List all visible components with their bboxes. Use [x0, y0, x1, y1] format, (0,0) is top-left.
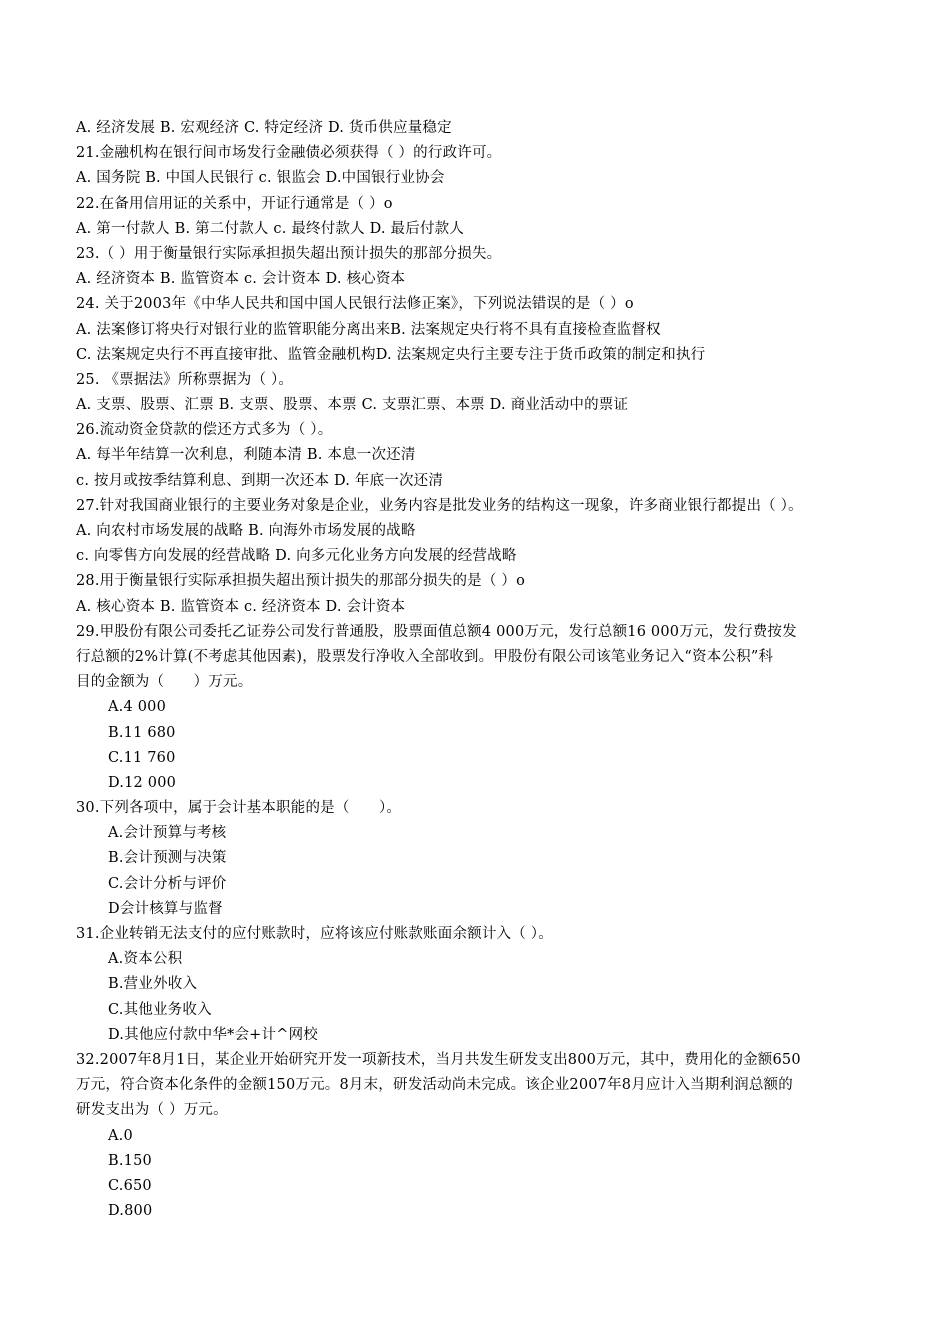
text-line: 21.金融机构在银行间市场发行金融债必须获得（ ）的行政许可。: [76, 145, 502, 162]
text-line: A. 经济资本 B. 监管资本 c. 会计资本 D. 核心资本: [76, 271, 406, 288]
text-line: A. 经济发展 B. 宏观经济 C. 特定经济 D. 货币供应量稳定: [76, 120, 452, 136]
text-line: A. 国务院 B. 中国人民银行 c. 银监会 D.中国银行业协会: [76, 170, 445, 187]
answer-option-line: A.资本公积: [108, 951, 183, 968]
text-line: 32.2007年8月1日，某企业开始研究开发一项新技术，当月共发生研发支出800万元，其中，费用化的金额650: [76, 1051, 801, 1068]
text-line: c. 向零售方向发展的经营战略 D. 向多元化业务方向发展的经营战略: [76, 548, 517, 565]
text-line: 万元，符合资本化条件的金额150万元。8月末，研发活动尚未完成。该企业2007年8月应计入当期利润总额的: [76, 1077, 793, 1094]
text-line: 24. 关于2003年《中华人民共和国中国人民银行法修正案》，下列说法错误的是（ ）o: [76, 296, 634, 313]
text-line: A. 法案修订将央行对银行业的监管职能分离出来B. 法案规定央行将不具有直接检查监督权: [76, 321, 661, 338]
answer-option-line: D.800: [108, 1203, 153, 1220]
text-line: 31.企业转销无法支付的应付账款时，应将该应付账款账面余额计入（ ）。: [76, 926, 553, 942]
document-page: [76, 116, 936, 1224]
text-line: c. 按月或按季结算利息、到期一次还本 D. 年底一次还清: [76, 472, 444, 489]
answer-option-line: C.其他业务收入: [108, 1001, 212, 1018]
answer-option-line: C.会计分析与评价: [108, 875, 227, 892]
answer-option-line: B.150: [108, 1152, 152, 1169]
answer-option-line: A.4 000: [108, 699, 166, 716]
answer-option-line: D.其他应付款中华*会+计^网校: [108, 1026, 318, 1043]
answer-option-line: D.12 000: [108, 774, 177, 791]
text-line: A. 核心资本 B. 监管资本 c. 经济资本 D. 会计资本: [76, 598, 406, 615]
text-line: A. 第一付款人 B. 第二付款人 c. 最终付款人 D. 最后付款人: [76, 220, 465, 237]
text-line: 30.下列各项中，属于会计基本职能的是（ ）。: [76, 800, 402, 817]
answer-option-line: B.会计预测与决策: [108, 850, 227, 867]
text-line: 23.（ ）用于衡量银行实际承担损失超出预计损失的那部分损失。: [76, 245, 502, 262]
text-line: 目的金额为（ ）万元。: [76, 674, 253, 691]
answer-option-line: A.会计预算与考核: [108, 825, 227, 842]
text-line: 25. 《票据法》所称票据为（ ）。: [76, 371, 294, 388]
answer-option-line: D会计核算与监督: [108, 900, 223, 917]
answer-option-line: B.营业外收入: [108, 976, 198, 993]
text-line: C. 法案规定央行不再直接审批、监管金融机构D. 法案规定央行主要专注于货币政策的制定和执行: [76, 346, 706, 363]
text-line: A. 向农村市场发展的战略 B. 向海外市场发展的战略: [76, 523, 416, 539]
text-line: 26.流动资金贷款的偿还方式多为（ ）。: [76, 422, 333, 439]
text-line: 29.甲股份有限公司委托乙证券公司发行普通股，股票面值总额4 000万元，发行总额16 000万元，发行费按发: [76, 623, 797, 640]
text-line: A. 支票、股票、汇票 B. 支票、股票、本票 C. 支票汇票、本票 D. 商业活动中的票证: [76, 397, 629, 414]
answer-option-line: C.11 760: [108, 749, 176, 766]
text-line: 研发支出为（ ）万元。: [76, 1102, 228, 1119]
text-line: 27.针对我国商业银行的主要业务对象是企业，业务内容是批发业务的结构这一现象，许多商业银行都提出（ ）。: [76, 497, 803, 514]
text-line: 行总额的2%计算(不考虑其他因素)，股票发行净收入全部收到。甲股份有限公司该笔业务记入“资本公积”科: [76, 648, 774, 665]
text-line: A. 每半年结算一次利息，利随本清 B. 本息一次还清: [76, 447, 416, 464]
text-line: 22.在备用信用证的关系中，开证行通常是（ ）o: [76, 195, 393, 212]
text-line: 28.用于衡量银行实际承担损失超出预计损失的那部分损失的是（ ）o: [76, 573, 525, 590]
answer-option-line: B.11 680: [108, 724, 176, 741]
answer-option-line: A.0: [108, 1127, 133, 1144]
answer-option-line: C.650: [108, 1177, 152, 1194]
